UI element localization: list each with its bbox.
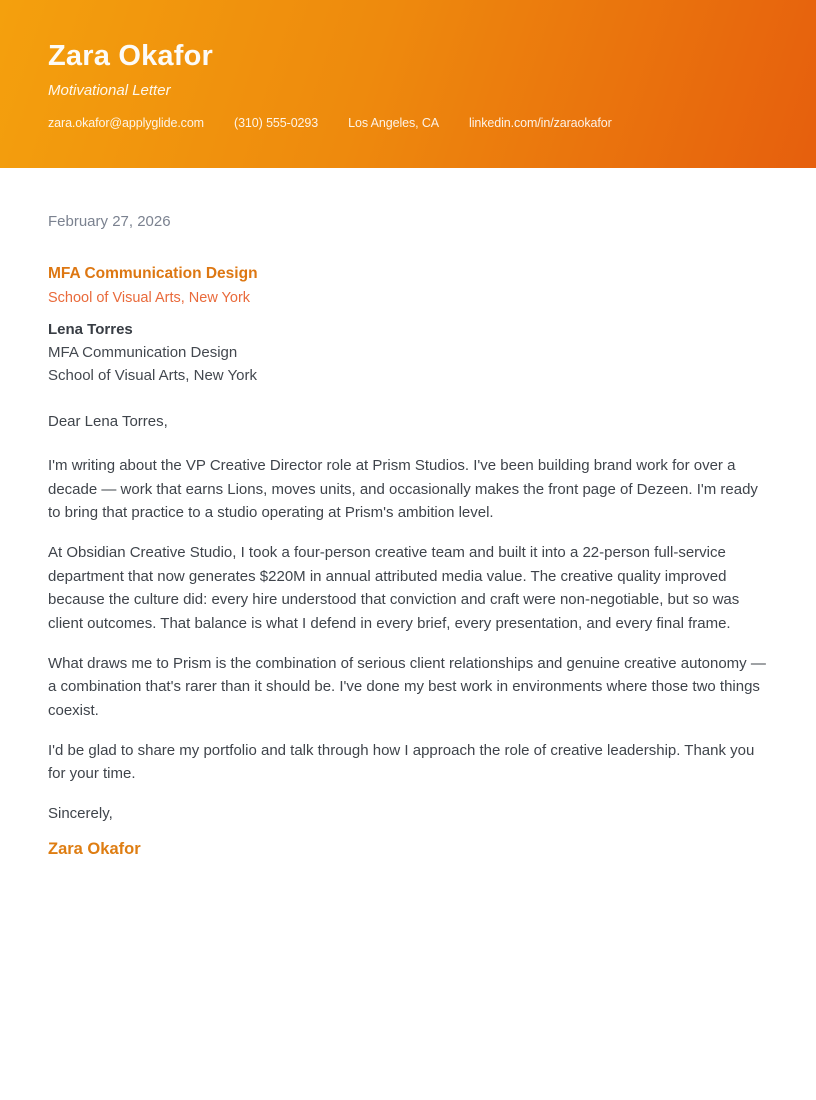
contact-linkedin: linkedin.com/in/zaraokafor [469,116,612,130]
contact-email: zara.okafor@applyglide.com [48,116,205,130]
position-title: MFA Communication Design [48,265,258,282]
salutation: Dear Lena Torres, [48,413,168,430]
contact-row [48,115,768,131]
letter-date: February 27, 2026 [48,213,171,230]
signature: Zara Okafor [48,840,141,858]
letter-header [0,0,816,168]
company-name: School of Visual Arts, New York [48,290,251,306]
recipient-name: Lena Torres [48,321,133,338]
letter-paragraph: I'd be glad to share my portfolio and talk through how I approach the role of creative leadership. Thank you for your time. [48,741,755,782]
letter-paragraph: I'm writing about the VP Creative Director role at Prism Studios. I've been building brand work for over a decade — work that earns Lions, moves units, and occasionally makes the front page of Dezeen. I'm ready to bring that practice to a studio operating at Prism's ambition level. [48,457,758,521]
recipient-block [48,262,768,387]
contact-location: Los Angeles, CA [348,116,440,130]
recipient-line: School of Visual Arts, New York [48,367,258,384]
page-title: Zara Okafor [48,40,213,72]
contact-phone: (310) 555-0293 [234,116,319,130]
recipient-line: MFA Communication Design [48,344,238,361]
letter-body [0,168,816,860]
letter-subtitle: Motivational Letter [48,82,171,99]
letter-paragraph: What draws me to Prism is the combination of serious client relationships and genuine creative autonomy — a combination that's rarer than it should be. I've done my best work in environments where those two things coexist. [48,654,766,719]
letter-paragraph: At Obsidian Creative Studio, I took a four-person creative team and built it into a 22-person full-service department that now generates $220M in annual attributed media value. The creative quality improved because the culture did: every hire understood that conviction and craft were non-negotiable, but so was client outcomes. That balance is what I defend in every brief, every presentation, and every final frame. [48,544,740,632]
closing: Sincerely, [48,805,113,822]
